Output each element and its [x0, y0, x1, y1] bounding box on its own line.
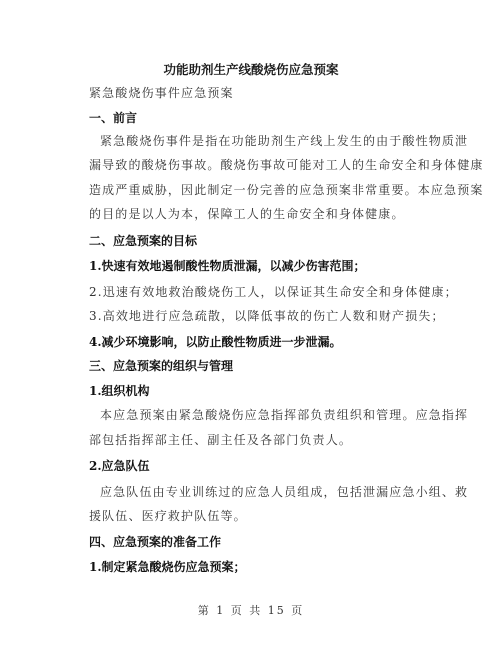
goal-item: 2.迅速有效地救治酸烧伤工人，以保证其生命安全和身体健康；	[89, 285, 458, 299]
paragraph-line: 造成严重威胁，因此制定一份完善的应急预案非常重要。本应急预案	[89, 183, 484, 197]
paragraph-line: 应急队伍由专业训练过的应急人员组成，包括泄漏应急小组、救	[100, 485, 469, 499]
section-heading-preface: 一、前言	[89, 111, 138, 125]
goal-item: 3.高效地进行应急疏散，以降低事故的伤亡人数和财产损失；	[89, 309, 445, 323]
section-heading-goals: 二、应急预案的目标	[89, 234, 198, 248]
document-title: 功能助剂生产线酸烧伤应急预案	[163, 62, 339, 77]
paragraph-line: 紧急酸烧伤事件是指在功能助剂生产线上发生的由于酸性物质泄	[100, 134, 469, 148]
paragraph-line: 部包括指挥部主任、副主任及各部门负责人。	[89, 433, 353, 447]
subsection-heading: 1.制定紧急酸烧伤应急预案；	[89, 560, 246, 574]
document-subtitle: 紧急酸烧伤事件应急预案	[89, 86, 234, 100]
goal-item: 4.减少环境影响，以防止酸性物质进一步泄漏。	[89, 335, 342, 349]
paragraph-line: 本应急预案由紧急酸烧伤应急指挥部负责组织和管理。应急指挥	[100, 408, 469, 422]
subsection-heading: 2.应急队伍	[89, 459, 150, 473]
page-number: 第 1 页 共 15 页	[197, 604, 305, 617]
paragraph-line: 援队伍、医疗救护队伍等。	[89, 509, 247, 523]
paragraph-line: 漏导致的酸烧伤事故。酸烧伤事故可能对工人的生命安全和身体健康	[89, 158, 484, 172]
paragraph-line: 的目的是以人为本，保障工人的生命安全和身体健康。	[89, 207, 405, 221]
section-heading-preparation: 四、应急预案的准备工作	[89, 535, 222, 549]
subsection-heading: 1.组织机构	[89, 384, 150, 398]
section-heading-organization: 三、应急预案的组织与管理	[89, 359, 234, 373]
goal-item: 1.快速有效地遏制酸性物质泄漏，以减少伤害范围；	[89, 259, 366, 273]
